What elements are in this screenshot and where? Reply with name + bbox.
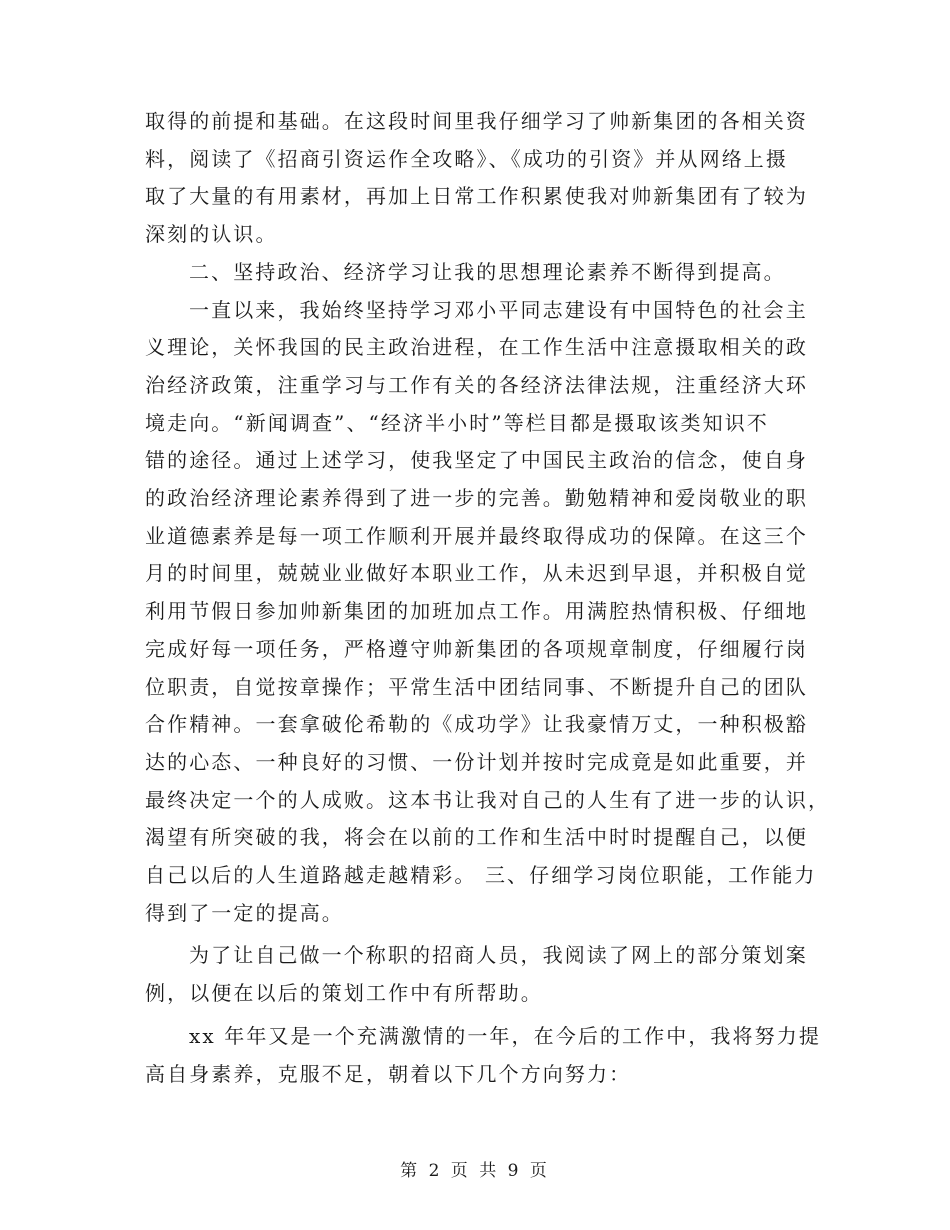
text-line: 完成好每一项任务，严格遵守帅新集团的各项规章制度，仔细履行岗 xyxy=(145,636,808,661)
paragraph xyxy=(145,103,808,254)
text-line: xx 年年又是一个充满激情的一年，在今后的工作中，我将努力提 xyxy=(189,1023,821,1048)
text-line: 为了让自己做一个称职的招商人员，我阅读了网上的部分策划案 xyxy=(189,943,808,968)
text-line: 业道德素养是每一项工作顺利开展并最终取得成功的保障。在这三个 xyxy=(145,523,808,548)
text-line: 最终决定一个的人成败。这本书让我对自己的人生有了进一步的认识， xyxy=(145,787,831,812)
text-line: 高自身素养，克服不足，朝着以下几个方向努力： xyxy=(145,1061,632,1086)
text-line: 错的途径。通过上述学习，使我坚定了中国民主政治的信念，使自身 xyxy=(145,448,808,473)
text-line: 渴望有所突破的我，将会在以前的工作和生活中时时提醒自己，以便 xyxy=(145,825,808,850)
text-line: 自己以后的人生道路越走越精彩。 三、仔细学习岗位职能，工作能力 xyxy=(145,863,817,888)
text-line: 合作精神。一套拿破伦希勒的《成功学》让我豪情万丈，一种积极豁 xyxy=(145,712,808,737)
text-line: 达的心态、一种良好的习惯、一份计划并按时完成竟是如此重要，并 xyxy=(145,749,808,774)
text-line: 二、坚持政治、经济学习让我的思想理论素养不断得到提高。 xyxy=(189,259,786,284)
page-number-footer: 第 2 页 共 9 页 xyxy=(400,1161,550,1181)
text-line: 月的时间里，兢兢业业做好本职业工作，从未迟到早退，并积极自觉 xyxy=(145,561,808,586)
text-line: 治经济政策，注重学习与工作有关的各经济法律法规，注重经济大环 xyxy=(145,372,808,397)
text-line: 例，以便在以后的策划工作中有所帮助。 xyxy=(145,981,543,1006)
paragraph xyxy=(145,292,831,933)
text-line: 利用节假日参加帅新集团的加班加点工作。用满腔热情积极、仔细地 xyxy=(145,599,808,624)
section-heading xyxy=(145,254,805,292)
text-line: 取得的前提和基础。在这段时间里我仔细学习了帅新集团的各相关资 xyxy=(145,109,808,133)
text-line: 一直以来，我始终坚持学习邓小平同志建设有中国特色的社会主 xyxy=(189,297,808,322)
text-line: 位职责，自觉按章操作；平常生活中团结同事、不断提升自己的团队 xyxy=(145,674,808,699)
text-line: 义理论，关怀我国的民主政治进程，在工作生活中注意摄取相关的政 xyxy=(145,335,808,360)
text-line: 料，阅读了《招商引资运作全攻略》、《成功的引资》并从网络上摄 xyxy=(145,146,788,171)
text-line: 境走向。“新闻调查”、“经济半小时”等栏目都是摄取该类知识不 xyxy=(145,410,769,435)
text-line: 深刻的认识。 xyxy=(145,222,278,247)
document-body xyxy=(145,103,831,1093)
text-line: 的政治经济理论素养得到了进一步的完善。勤勉精神和爱岗敬业的职 xyxy=(145,486,808,511)
text-line: 取了大量的有用素材，再加上日常工作积累使我对帅新集团有了较为 xyxy=(145,184,808,209)
text-line: 得到了一定的提高。 xyxy=(145,900,344,925)
paragraph xyxy=(145,1018,821,1093)
paragraph xyxy=(145,937,808,1012)
